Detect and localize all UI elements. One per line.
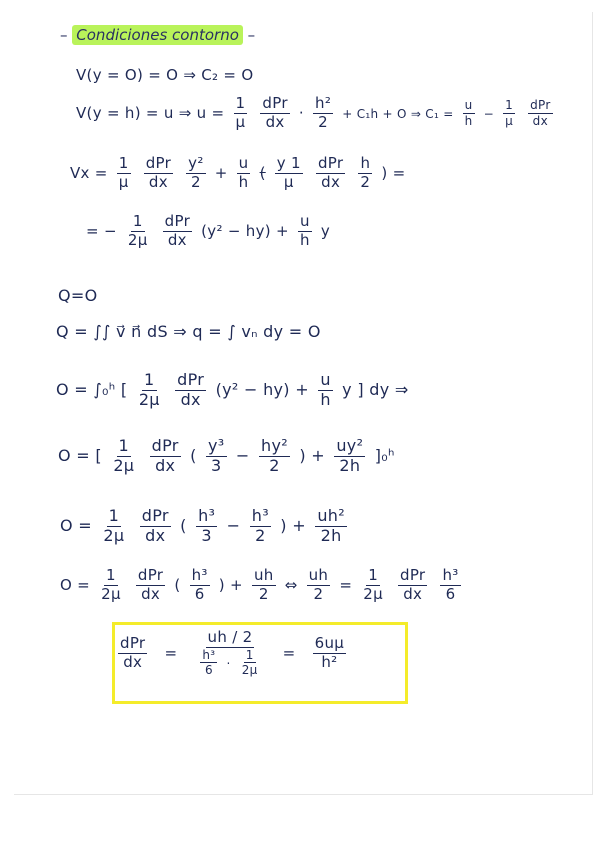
section-heading: – Condiciones contorno – [60,26,256,44]
flow-rate-definition: Q = ∫∫ v⃗ n⃗ dS ⇒ q = ∫ vₙ dy = O [56,322,321,341]
evaluated-integral: O = [ $\frac{1}{2\mu}$ $\frac{\text{dPr}}{dx}$ ( $\frac{\text{y³}}{3}$ − $\frac{\text{hy²}}{2}$ ) + $\frac{\text{uy²}}{2h}$ ]₀ʰ [58,436,395,475]
int-frac-b: $\frac{\text{dPr}}{dx}$ [177,370,205,409]
ev-frac-b: $\frac{\text{dPr}}{dx}$ [151,436,179,475]
r2-frac-g: $\frac{\text{dPr}}{dx}$ [400,566,426,603]
vx-frac-d: $\frac{u}{h}$ [238,154,249,191]
r2-frac-e: $\frac{uh}{2}$ [308,566,329,603]
vx2-frac-c: $\frac{u}{h}$ [299,212,310,249]
boundary-condition-1: V(y = O) = O ⇒ C₂ = O [76,66,254,84]
r1-frac-a: $\frac{1}{2\mu}$ [103,506,125,545]
final-frac-c: $\frac{6u\mu}{\text{h²}}$ [314,634,345,671]
vx2-frac-a: $\frac{1}{2\mu}$ [127,212,148,249]
result-step-1: O = $\frac{1}{2\mu}$ $\frac{\text{dPr}}{dx}$ ( $\frac{\text{h³}}{3}$ − $\frac{\text{h³}}{2}$ ) + $\frac{\text{uh²}}{2h}$ [60,506,345,545]
bc2-frac-a: $\frac{1}{\mu}$ [235,94,246,131]
ev-frac-d: $\frac{\text{hy²}}{2}$ [261,436,288,475]
final-den-b: $\frac{1}{2\mu}$ [241,647,258,678]
r2-frac-c: $\frac{\text{h³}}{6}$ [191,566,208,603]
int-frac-c: $\frac{u}{h}$ [320,370,331,409]
final-den-a: $\frac{\text{h³}}{6}$ [202,647,216,678]
vx-frac-f: $\frac{\text{dPr}}{dx}$ [317,154,344,191]
int-frac-a: $\frac{1}{2\mu}$ [138,370,160,409]
r1-frac-e: $\frac{\text{uh²}}{2h}$ [317,506,345,545]
final-result: $\frac{\text{dPr}}{dx}$ = uh / 2 $\frac{\text{h³}}{6}$ · $\frac{1}{2\mu}$ = $\frac{6u\mu}{\text{h²}}$ [120,628,345,678]
velocity-expression: Vx = $\frac{1}{\mu}$ $\frac{\text{dPr}}{dx}$ $\frac{\text{y²}}{2}$ + $\frac{u}{h}$ ( $\frac{y 1}{\mu}$ $\frac{\text{dPr}}{dx}$ $\frac{h}{2}$ ) = [70,154,406,191]
r2-frac-d: $\frac{uh}{2}$ [253,566,274,603]
r1-frac-c: $\frac{\text{h³}}{3}$ [198,506,216,545]
ev-frac-c: $\frac{\text{y³}}{3}$ [208,436,225,475]
bc2-frac-b: $\frac{\text{dPr}}{dx}$ [262,94,288,131]
r1-frac-b: $\frac{\text{dPr}}{dx}$ [141,506,169,545]
bc2-frac-d: $\frac{u}{h}$ [464,98,473,128]
velocity-simplified: = − $\frac{1}{2\mu}$ $\frac{\text{dPr}}{dx}$ (y² − hy) + $\frac{u}{h}$ y [86,212,331,249]
bc2-right: + C₁h + O ⇒ C₁ = [342,106,454,121]
ev-frac-a: $\frac{1}{2\mu}$ [113,436,135,475]
vx2-frac-b: $\frac{\text{dPr}}{dx}$ [164,212,191,249]
ev-frac-e: $\frac{\text{uy²}}{2h}$ [336,436,364,475]
vx-frac-a: $\frac{1}{\mu}$ [118,154,129,191]
result-step-2: O = $\frac{1}{2\mu}$ $\frac{\text{dPr}}{dx}$ ( $\frac{\text{h³}}{6}$ ) + $\frac{uh}{2}$ ⇔ $\frac{uh}{2}$ = $\frac{1}{2\mu}$ $\frac{\text{dPr}}{dx}$ $\frac{\text{h³}}{6}$ [60,566,459,603]
vx-frac-c: $\frac{\text{y²}}{2}$ [188,154,204,191]
flow-rate-zero: Q=O [58,286,98,305]
integral-equation: O = ∫₀ʰ [ $\frac{1}{2\mu}$ $\frac{\text{dPr}}{dx}$ (y² − hy) + $\frac{u}{h}$ y ] dy ⇒ [56,370,409,409]
vx-frac-g: $\frac{h}{2}$ [360,154,371,191]
heading-highlight: Condiciones contorno [72,25,243,45]
r2-frac-a: $\frac{1}{2\mu}$ [101,566,121,603]
r2-frac-b: $\frac{\text{dPr}}{dx}$ [137,566,164,603]
bc2-frac-c: $\frac{\text{h²}}{2}$ [315,94,332,131]
vx-frac-b: $\frac{\text{dPr}}{dx}$ [145,154,172,191]
boundary-condition-2: V(y = h) = u ⇒ u = $\frac{1}{\mu}$ $\frac{\text{dPr}}{dx}$ · $\frac{\text{h²}}{2}$ + C₁h + O ⇒ C₁ = $\frac{u}{h}$ − $\frac{1}{\mu}$ $\frac{\text{dPr}}{dx}$ [76,94,551,131]
r2-frac-f: $\frac{1}{2\mu}$ [363,566,383,603]
bc2-frac-f: $\frac{\text{dPr}}{dx}$ [530,98,551,128]
final-frac-a: $\frac{\text{dPr}}{dx}$ [120,634,146,671]
bc2-frac-e: $\frac{1}{\mu}$ [505,98,514,128]
vx-frac-e: $\frac{y 1}{\mu}$ [276,154,301,191]
bc2-left: V(y = h) = u ⇒ u = [76,103,225,122]
r1-frac-d: $\frac{\text{h³}}{2}$ [251,506,269,545]
vx-lhs: Vx = [70,163,108,182]
final-frac-b: uh / 2 $\frac{\text{h³}}{6}$ · $\frac{1}{2\mu}$ [202,628,258,678]
r2-frac-h: $\frac{\text{h³}}{6}$ [442,566,459,603]
